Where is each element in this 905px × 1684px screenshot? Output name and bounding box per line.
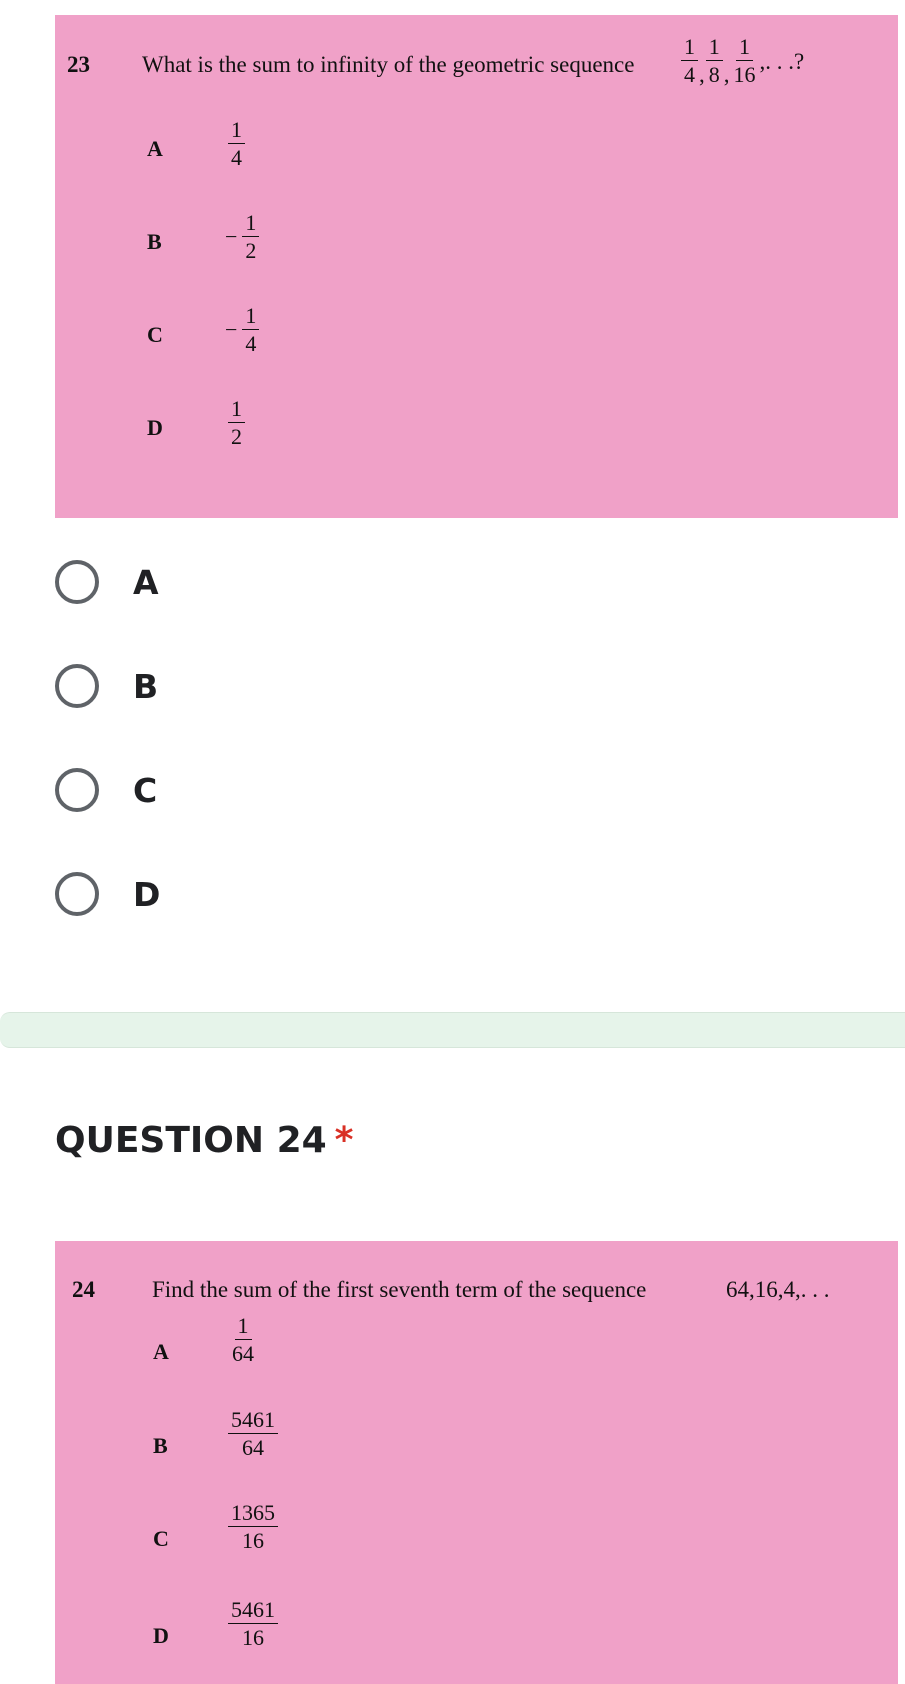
question-text: What is the sum to infinity of the geometric sequence: [142, 52, 635, 77]
question-23-image: [55, 15, 898, 518]
sequence-separator: ,: [723, 62, 730, 88]
option-value-c: $\frac{1365}{16}$: [227, 1501, 279, 1552]
option-letter-c: C: [147, 322, 163, 347]
question-number: 24: [72, 1277, 95, 1302]
option-letter-c: C: [153, 1526, 169, 1551]
radio-option-b[interactable]: [55, 656, 555, 716]
option-letter-d: D: [147, 415, 163, 440]
required-asterisk: *: [334, 1120, 354, 1161]
sequence-term-2: $\frac{1}{8}$: [706, 35, 723, 86]
question-title: [55, 1120, 354, 1161]
question-text: Find the sum of the first seventh term of the sequence: [152, 1277, 647, 1302]
option-value-b: $\frac{5461}{64}$: [227, 1408, 279, 1459]
radio-label: A: [133, 562, 159, 602]
option-value-d: $\frac{5461}{16}$: [227, 1598, 279, 1649]
sequence-term-1: $\frac{1}{4}$: [681, 35, 698, 86]
sequence-tail: ,. . .?: [759, 49, 805, 74]
option-letter-a: A: [153, 1339, 169, 1364]
radio-option-c[interactable]: [55, 760, 555, 820]
sequence-expression: [680, 35, 804, 86]
option-value-b: − $\frac{1}{2}$: [225, 211, 260, 262]
option-letter-d: D: [153, 1623, 169, 1648]
option-letter-b: B: [153, 1433, 168, 1458]
radio-label: D: [133, 874, 161, 914]
question-number: 23: [67, 52, 90, 77]
section-divider: [0, 1012, 905, 1048]
radio-label: B: [133, 666, 159, 706]
radio-option-a[interactable]: [55, 552, 555, 612]
radio-button[interactable]: [55, 664, 99, 708]
sequence-expression: 64,16,4,. . .: [726, 1277, 830, 1302]
radio-label: C: [133, 770, 158, 810]
question-title-text: QUESTION 24: [55, 1120, 327, 1161]
radio-button[interactable]: [55, 560, 99, 604]
option-value-d: $\frac{1}{2}$: [223, 397, 246, 448]
radio-option-d[interactable]: [55, 864, 555, 924]
sequence-term-3: $\frac{1}{16}$: [733, 34, 756, 88]
option-value-a: $\frac{1}{4}$: [223, 118, 246, 169]
sequence-separator: ,: [699, 62, 705, 88]
radio-button[interactable]: [55, 872, 99, 916]
question-24-image: [55, 1241, 898, 1684]
option-value-c: − $\frac{1}{4}$: [225, 304, 260, 355]
option-letter-b: B: [147, 229, 162, 254]
option-value-a: $\frac{1}{64}$: [232, 1313, 254, 1367]
option-letter-a: A: [147, 136, 163, 161]
radio-button[interactable]: [55, 768, 99, 812]
